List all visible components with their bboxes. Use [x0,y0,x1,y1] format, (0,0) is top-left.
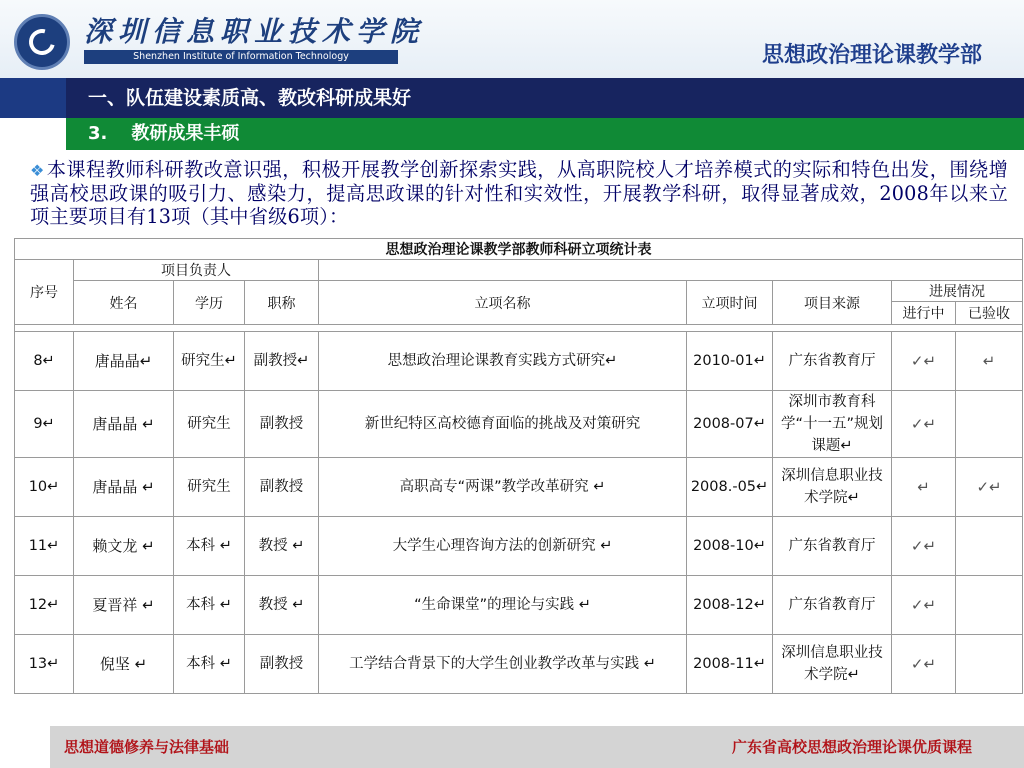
header-name: 姓名 [74,281,174,325]
cell-accepted [956,635,1023,694]
header-leader: 项目负责人 [74,260,319,281]
project-table [14,238,1023,694]
cell-rank: 教授 ↵ [245,517,319,576]
cell-rank: 副教授 [245,391,319,458]
cell-degree: 研究生 [174,391,245,458]
cell-name: 赖文龙 ↵ [74,517,174,576]
intro-text: 本课程教师科研教改意识强，积极开展教学创新探索实践，从高职院校人才培养模式的实际和特色出发，围绕增强高校思政课的吸引力、感染力，提高思政课的针对性和实效性，开展教学科研，取得显著成效，2008年以来立项主要项目有13项（其中省级6项）： [30,158,1008,228]
header-progress: 进展情况 [892,281,1023,302]
cell-ongoing: ✓↵ [892,576,956,635]
cell-source: 深圳信息职业技术学院↵ [773,635,892,694]
footer-course-name: 思想道德修养与法律基础 [64,738,230,756]
cell-seq: 12↵ [15,576,74,635]
cell-name: 唐晶晶↵ [74,332,174,391]
cell-seq: 11↵ [15,517,74,576]
cell-date: 2008-12↵ [687,576,773,635]
intro-paragraph [30,158,1008,228]
header-accepted: 已验收 [956,302,1023,325]
cell-accepted [956,576,1023,635]
project-table-wrapper [14,238,1022,694]
cell-project: 高职高专“两课”教学改革研究 ↵ [319,458,687,517]
section-heading: 一、队伍建设素质高、教改科研成果好 [66,78,1024,118]
cell-date: 2008-11↵ [687,635,773,694]
footer-award: 广东省高校思想政治理论课优质课程 [731,738,972,756]
cell-source: 深圳市教育科学“十一五”规划课题↵ [773,391,892,458]
cell-seq: 8↵ [15,332,74,391]
table-row [15,576,1023,635]
table-row [15,458,1023,517]
cell-ongoing: ✓↵ [892,332,956,391]
table-title: 思想政治理论课教学部教师科研立项统计表 [15,239,1023,260]
school-logo-icon [14,14,70,70]
cell-rank: 副教授 [245,635,319,694]
table-row [15,635,1023,694]
cell-seq: 10↵ [15,458,74,517]
cell-rank: 教授 ↵ [245,576,319,635]
header-date: 立项时间 [687,281,773,325]
cell-degree: 研究生↵ [174,332,245,391]
cell-project: 新世纪特区高校德育面临的挑战及对策研究 [319,391,687,458]
cell-date: 2008-07↵ [687,391,773,458]
header-ongoing: 进行中 [892,302,956,325]
cell-date: 2008.-05↵ [687,458,773,517]
school-name-en: Shenzhen Institute of Information Technology [84,50,398,64]
department-title: 思想政治理论课教学部 [761,43,982,68]
table-row [15,517,1023,576]
header-blank [319,260,1023,281]
cell-ongoing: ✓↵ [892,635,956,694]
cell-rank: 副教授↵ [245,332,319,391]
cell-accepted [956,517,1023,576]
header-degree: 学历 [174,281,245,325]
table-row [15,332,1023,391]
slide-header [0,0,1024,78]
cell-accepted: ✓↵ [956,458,1023,517]
cell-source: 广东省教育厅 [773,332,892,391]
cell-degree: 本科 ↵ [174,576,245,635]
cell-degree: 本科 ↵ [174,635,245,694]
cell-ongoing: ↵ [892,458,956,517]
cell-rank: 副教授 [245,458,319,517]
cell-ongoing: ✓↵ [892,517,956,576]
diamond-bullet-icon: ❖ [30,161,45,180]
cell-seq: 13↵ [15,635,74,694]
cell-name: 唐晶晶 ↵ [74,391,174,458]
cell-source: 深圳信息职业技术学院↵ [773,458,892,517]
subsection-number: 3. [88,123,108,144]
cell-name: 唐晶晶 ↵ [74,458,174,517]
section-bar [0,78,1024,118]
cell-source: 广东省教育厅 [773,576,892,635]
subsection-bar [66,118,1024,150]
cell-name: 夏晋祥 ↵ [74,576,174,635]
cell-source: 广东省教育厅 [773,517,892,576]
school-name-cn: 深圳信息职业技术学院 [84,15,425,48]
slide-footer [50,726,1024,768]
header-seq: 序号 [15,260,74,325]
cell-degree: 本科 ↵ [174,517,245,576]
cell-project: 大学生心理咨询方法的创新研究 ↵ [319,517,687,576]
cell-name: 倪坚 ↵ [74,635,174,694]
table-spacer [15,325,1023,332]
cell-degree: 研究生 [174,458,245,517]
header-rank: 职称 [245,281,319,325]
cell-accepted [956,391,1023,458]
cell-project: “生命课堂”的理论与实践 ↵ [319,576,687,635]
subsection-heading: 教研成果丰硕 [131,123,240,144]
header-project: 立项名称 [319,281,687,325]
cell-accepted: ↵ [956,332,1023,391]
cell-date: 2008-10↵ [687,517,773,576]
cell-project: 工学结合背景下的大学生创业教学改革与实践 ↵ [319,635,687,694]
cell-seq: 9↵ [15,391,74,458]
header-source: 项目来源 [773,281,892,325]
cell-project: 思想政治理论课教育实践方式研究↵ [319,332,687,391]
cell-ongoing: ✓↵ [892,391,956,458]
table-row [15,391,1023,458]
cell-date: 2010-01↵ [687,332,773,391]
